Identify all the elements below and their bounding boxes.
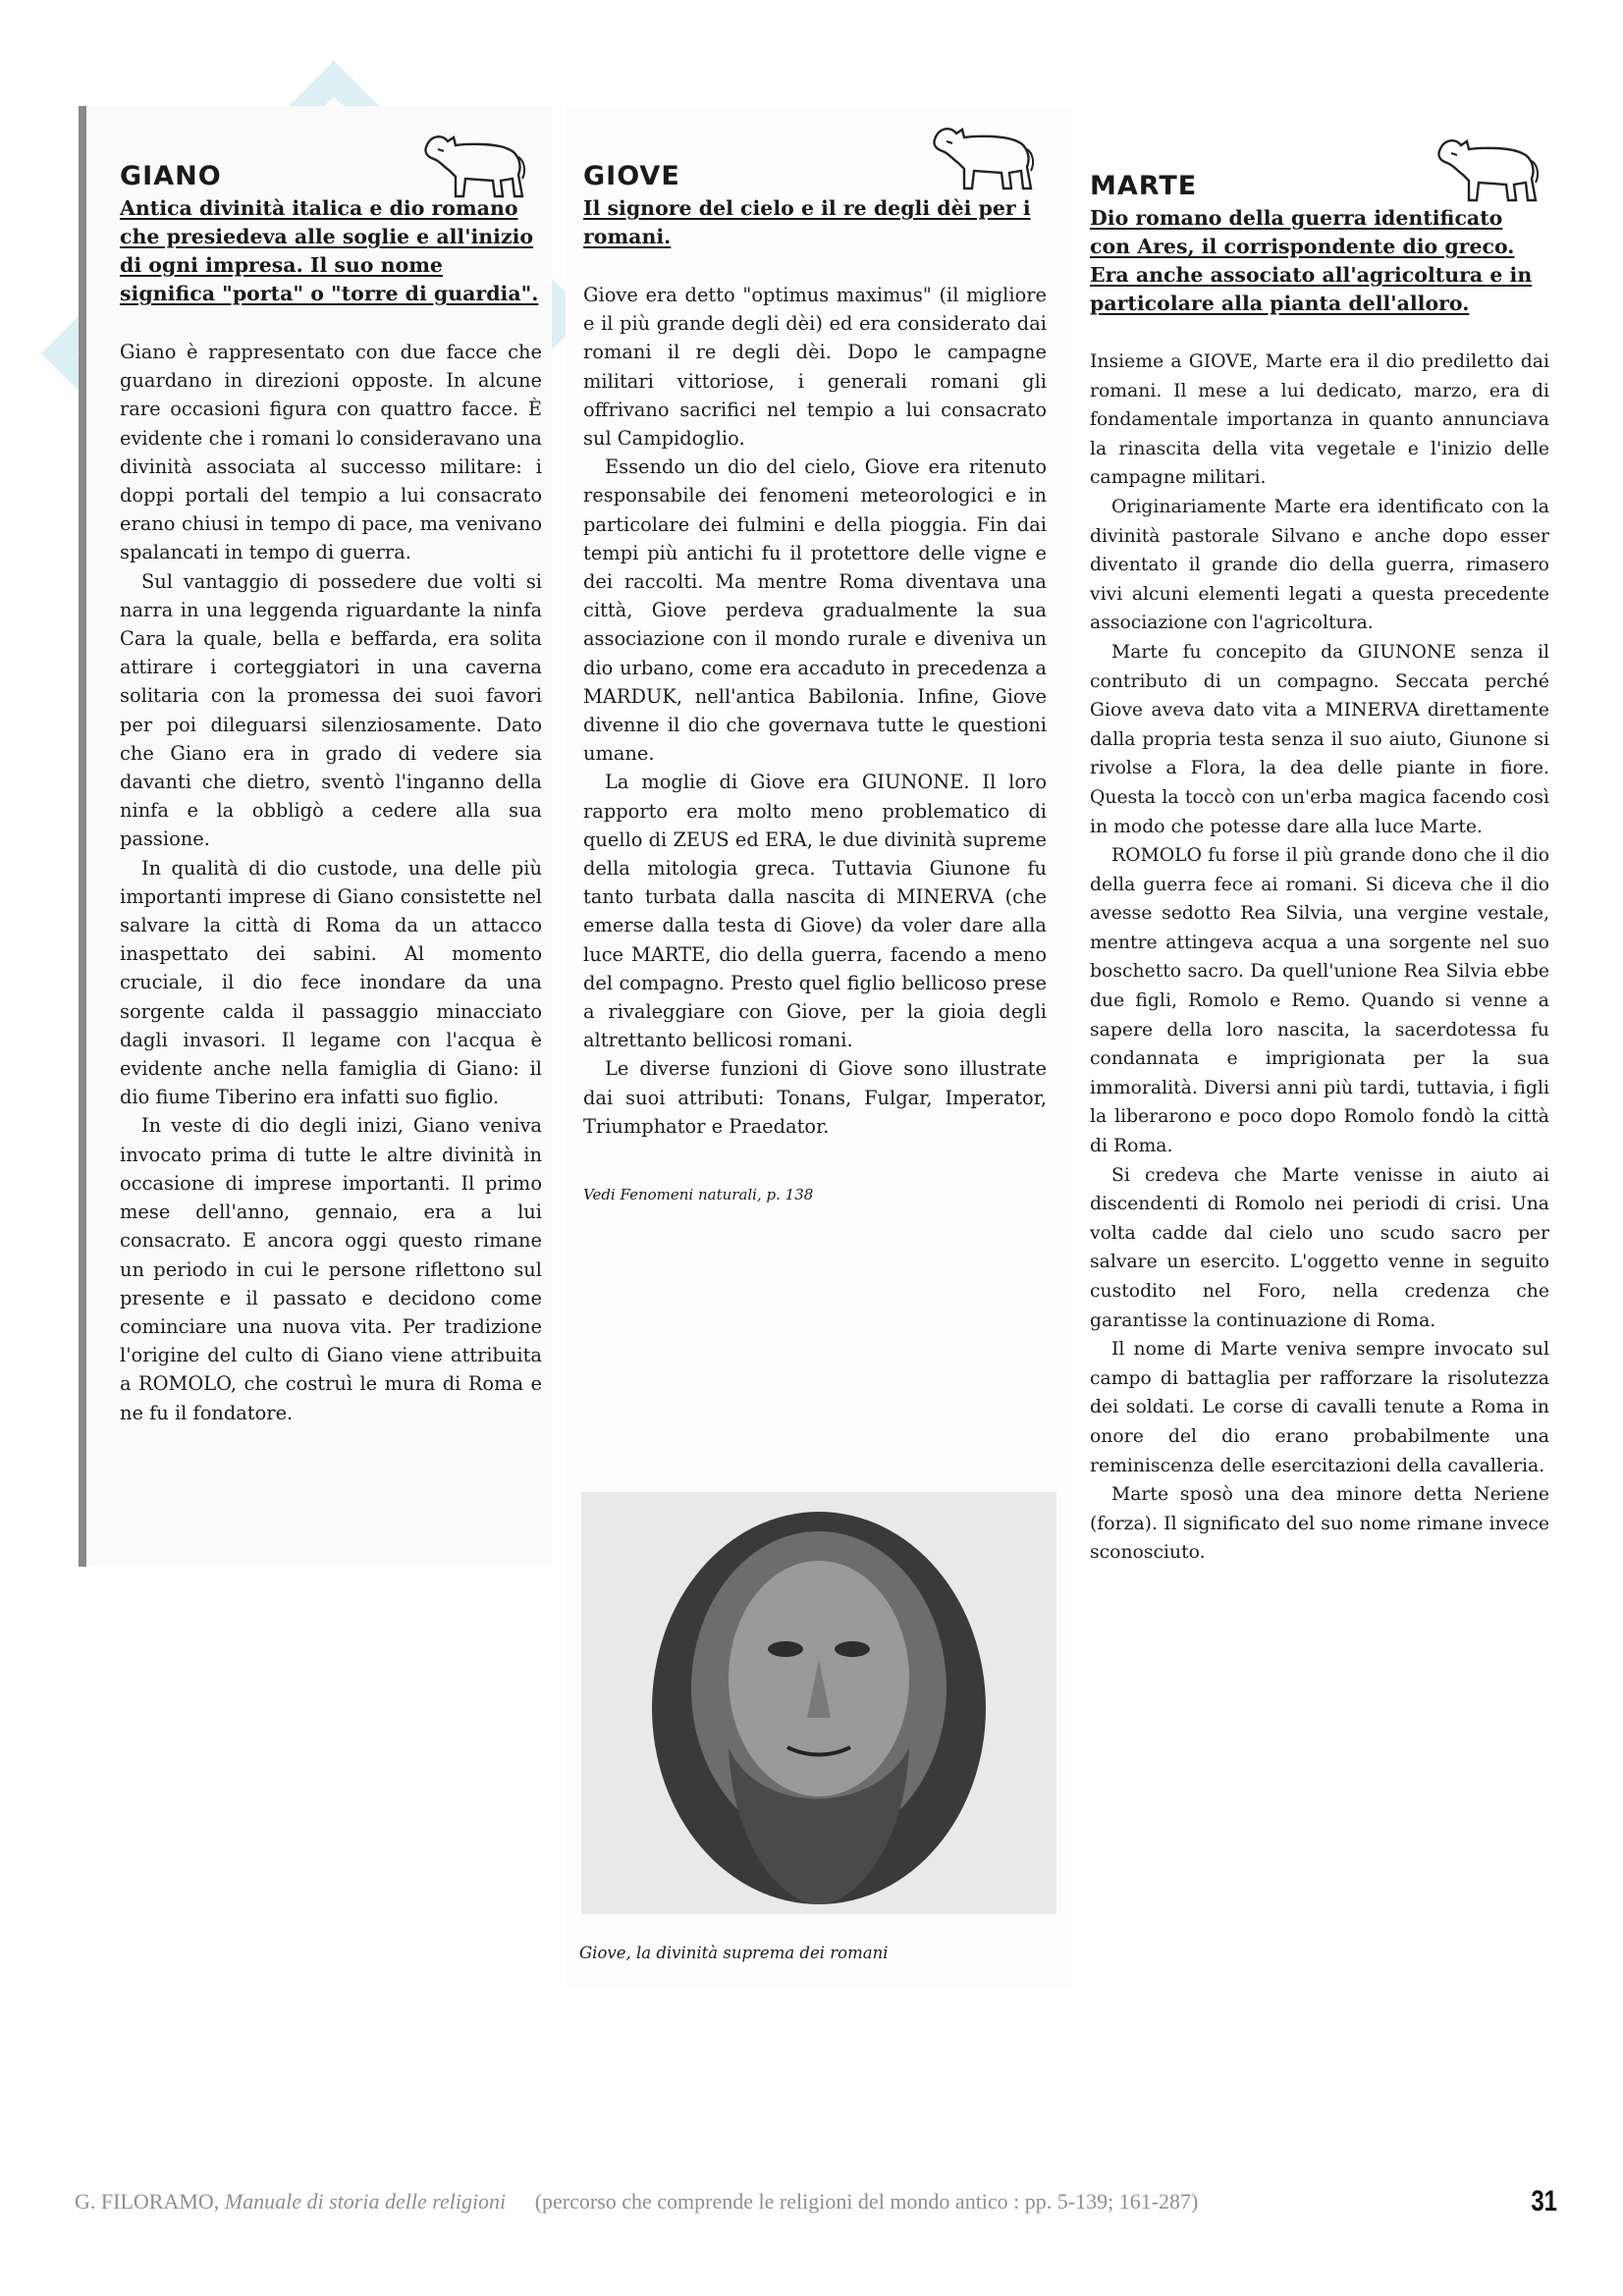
section-body [120, 338, 542, 1427]
section-title: GIANO [120, 161, 222, 191]
jupiter-bust-photo [581, 1492, 1056, 1914]
section-body [583, 281, 1047, 1141]
paragraph: In veste di dio degli inizi, Giano veniva invocato prima di tutte le altre divinità in occasione di imprese importanti. Il primo mese dell'anno, gennaio, era a lui consacrato. E ancora oggi questo rimane un periodo in cui le persone riflettono sul presente e il passato e decidono come cominciare una nuova vita. Per tradizione l'origine del culto di Giano viene attribuita a ROMOLO, che costruì le mura di Roma e ne fu il fondatore. [120, 1114, 542, 1424]
footer-book-title: Manuale di storia delle religioni [224, 2189, 507, 2214]
paragraph: Marte fu concepito da GIUNONE senza il contributo di un compagno. Seccata perché Giove aveva dato vita a MINERVA direttamente dalla propria testa senza il suo aiuto, Giunone si rivolse a Flora, la dea delle piante in fiore. Questa la toccò con un'erba magica facendo così in modo che potesse dare alla luce Marte. [1090, 641, 1549, 837]
paragraph: Originariamente Marte era identificato con la divinità pastorale Silvano e anche dopo esser diventato il grande dio della guerra, rimasero vivi alcuni elementi legati a questa precedente associazione con l'agricoltura. [1090, 496, 1549, 634]
section-title: MARTE [1090, 171, 1198, 201]
she-wolf-icon [1434, 132, 1542, 206]
paragraph: Sul vantaggio di possedere due volti si narra in una leggenda riguardante la ninfa Cara la quale, bella e beffarda, era solita attirare i corteggiatori in una caverna solitaria con la promessa dei suoi favori per poi dileguarsi silenziosamente. Dato che Giano era in grado di vedere sia davanti che dietro, sventò l'inganno della ninfa e la obbligò a cedere alla sua passione. [120, 569, 542, 851]
paragraph: Essendo un dio del cielo, Giove era ritenuto responsabile dei fenomeni meteorologici e in particolare dei fulmini e della pioggia. Fin dai tempi più antichi fu il protettore delle vigne e dei raccolti. Ma mentre Roma diventava una città, Giove perdeva gradualmente la sua associazione con il mondo rurale e diveniva un dio urbano, come era accaduto in precedenza a MARDUK, nell'antica Babilonia. Infine, Giove divenne il dio che governava tutte le questioni umane. [583, 455, 1047, 766]
page-number: 31 [1531, 2185, 1558, 2217]
paragraph: Le diverse funzioni di Giove sono illustrate dai suoi attributi: Tonans, Fulgar, Imperator, Triumphator e Praedator. [583, 1057, 1047, 1138]
cross-reference: Vedi Fenomeni naturali, p. 138 [583, 1186, 814, 1204]
paragraph: Giove era detto "optimus maximus" (il migliore e il più grande degli dèi) ed era considerato dai romani il re degli dèi. Dopo le campagne militari vittoriose, i generali romani gli offrivano sacrifici nel tempio a lui consacrato sul Campidoglio. [583, 284, 1047, 451]
column-giove [566, 106, 1072, 1989]
paragraph: Giano è rappresentato con due facce che guardano in direzioni opposte. In alcune rare occasioni figura con quattro facce. È evidente che i romani lo consideravano una divinità associata al successo militare: i doppi portali del tempio a lui consacrato erano chiusi in tempo di pace, ma venivano spalancati in tempo di guerra. [120, 341, 542, 564]
section-body [1090, 347, 1549, 1568]
page-footer [75, 2189, 1567, 2228]
she-wolf-icon [929, 120, 1037, 194]
section-subtitle: Antica divinità italica e dio romano che presiedeva alle soglie e all'inizio di ogni impresa. Il suo nome significa "porta" o "torre di guardia". [120, 196, 539, 305]
section-title: GIOVE [583, 161, 680, 191]
paragraph: Marte sposò una dea minore detta Neriene (forza). Il significato del suo nome rimane invece sconosciuto. [1090, 1484, 1549, 1564]
paragraph: Insieme a GIOVE, Marte era il dio prediletto dai romani. Il mese a lui dedicato, marzo, era di fondamentale importanza in quanto annunciava la rinascita della vita vegetale e l'inizio delle campagne militari. [1090, 351, 1549, 489]
paragraph: Si credeva che Marte venisse in aiuto ai discendenti di Romolo nei periodi di crisi. Una volta cadde dal cielo uno scudo sacro per salvare un esercito. L'oggetto venne in seguito custodito nel Foro, nella credenza che garantisse la continuazione di Roma. [1090, 1164, 1549, 1331]
paragraph: ROMOLO fu forse il più grande dono che il dio della guerra fece ai romani. Si diceva che il dio avesse sedotto Rea Silvia, una vergine vestale, mentre attingeva acqua a una sorgente nel suo boschetto sacro. Da quell'unione Rea Silvia ebbe due figli, Romolo e Remo. Quando si venne a sapere della loro nascita, la sacerdotessa fu condannata e imprigionata per la sua immoralità. Diversi anni più tardi, tuttavia, i figli la liberarono e poco dopo Romolo fondò la città di Roma. [1090, 845, 1549, 1157]
section-subtitle: Dio romano della guerra identificato con Ares, il corrispondente dio greco. Era anche associato all'agricoltura e in particolare alla pianta dell'alloro. [1090, 206, 1533, 315]
footer-note: (percorso che comprende le religioni del mondo antico : pp. 5-139; 161-287) [534, 2189, 1199, 2214]
she-wolf-icon [420, 128, 528, 202]
paragraph: In qualità di dio custode, una delle più importanti imprese di Giano consistette nel salvare la città di Roma da un attacco inaspettato dei sabini. Al momento cruciale, il dio fece inondare da una sorgente calda il passaggio minacciato dagli invasori. Il legame con l'acqua è evidente anche nella famiglia di Giano: il dio fiume Tiberino era infatti suo figlio. [120, 856, 542, 1109]
paragraph: La moglie di Giove era GIUNONE. Il loro rapporto era molto meno problematico di quello di ZEUS ed ERA, le due divinità supreme della mitologia greca. Tuttavia Giunone fu tanto turbata dalla nascita di MINERVA (che emerse dalla testa di Giove) da voler dare alla luce MARTE, dio della guerra, facendo a meno del compagno. Presto quel figlio bellicoso prese a rivaleggiare con Giove, per la gioia degli altrettanto bellicosi romani. [583, 771, 1047, 1052]
column-marte [1078, 106, 1549, 1564]
section-subtitle: Il signore del cielo e il re degli dèi per i romani. [583, 196, 1031, 248]
paragraph: Il nome di Marte veniva sempre invocato sul campo di battaglia per rafforzare la risolutezza dei soldati. Le corse di cavalli tenute a Roma in onore del dio erano probabilmente una reminiscenza delle esercitazioni della cavalleria. [1090, 1339, 1549, 1476]
photo-caption: Giove, la divinità suprema dei romani [579, 1944, 889, 1962]
column-giano [79, 106, 552, 1567]
footer-author: G. FILORAMO, [75, 2189, 220, 2214]
